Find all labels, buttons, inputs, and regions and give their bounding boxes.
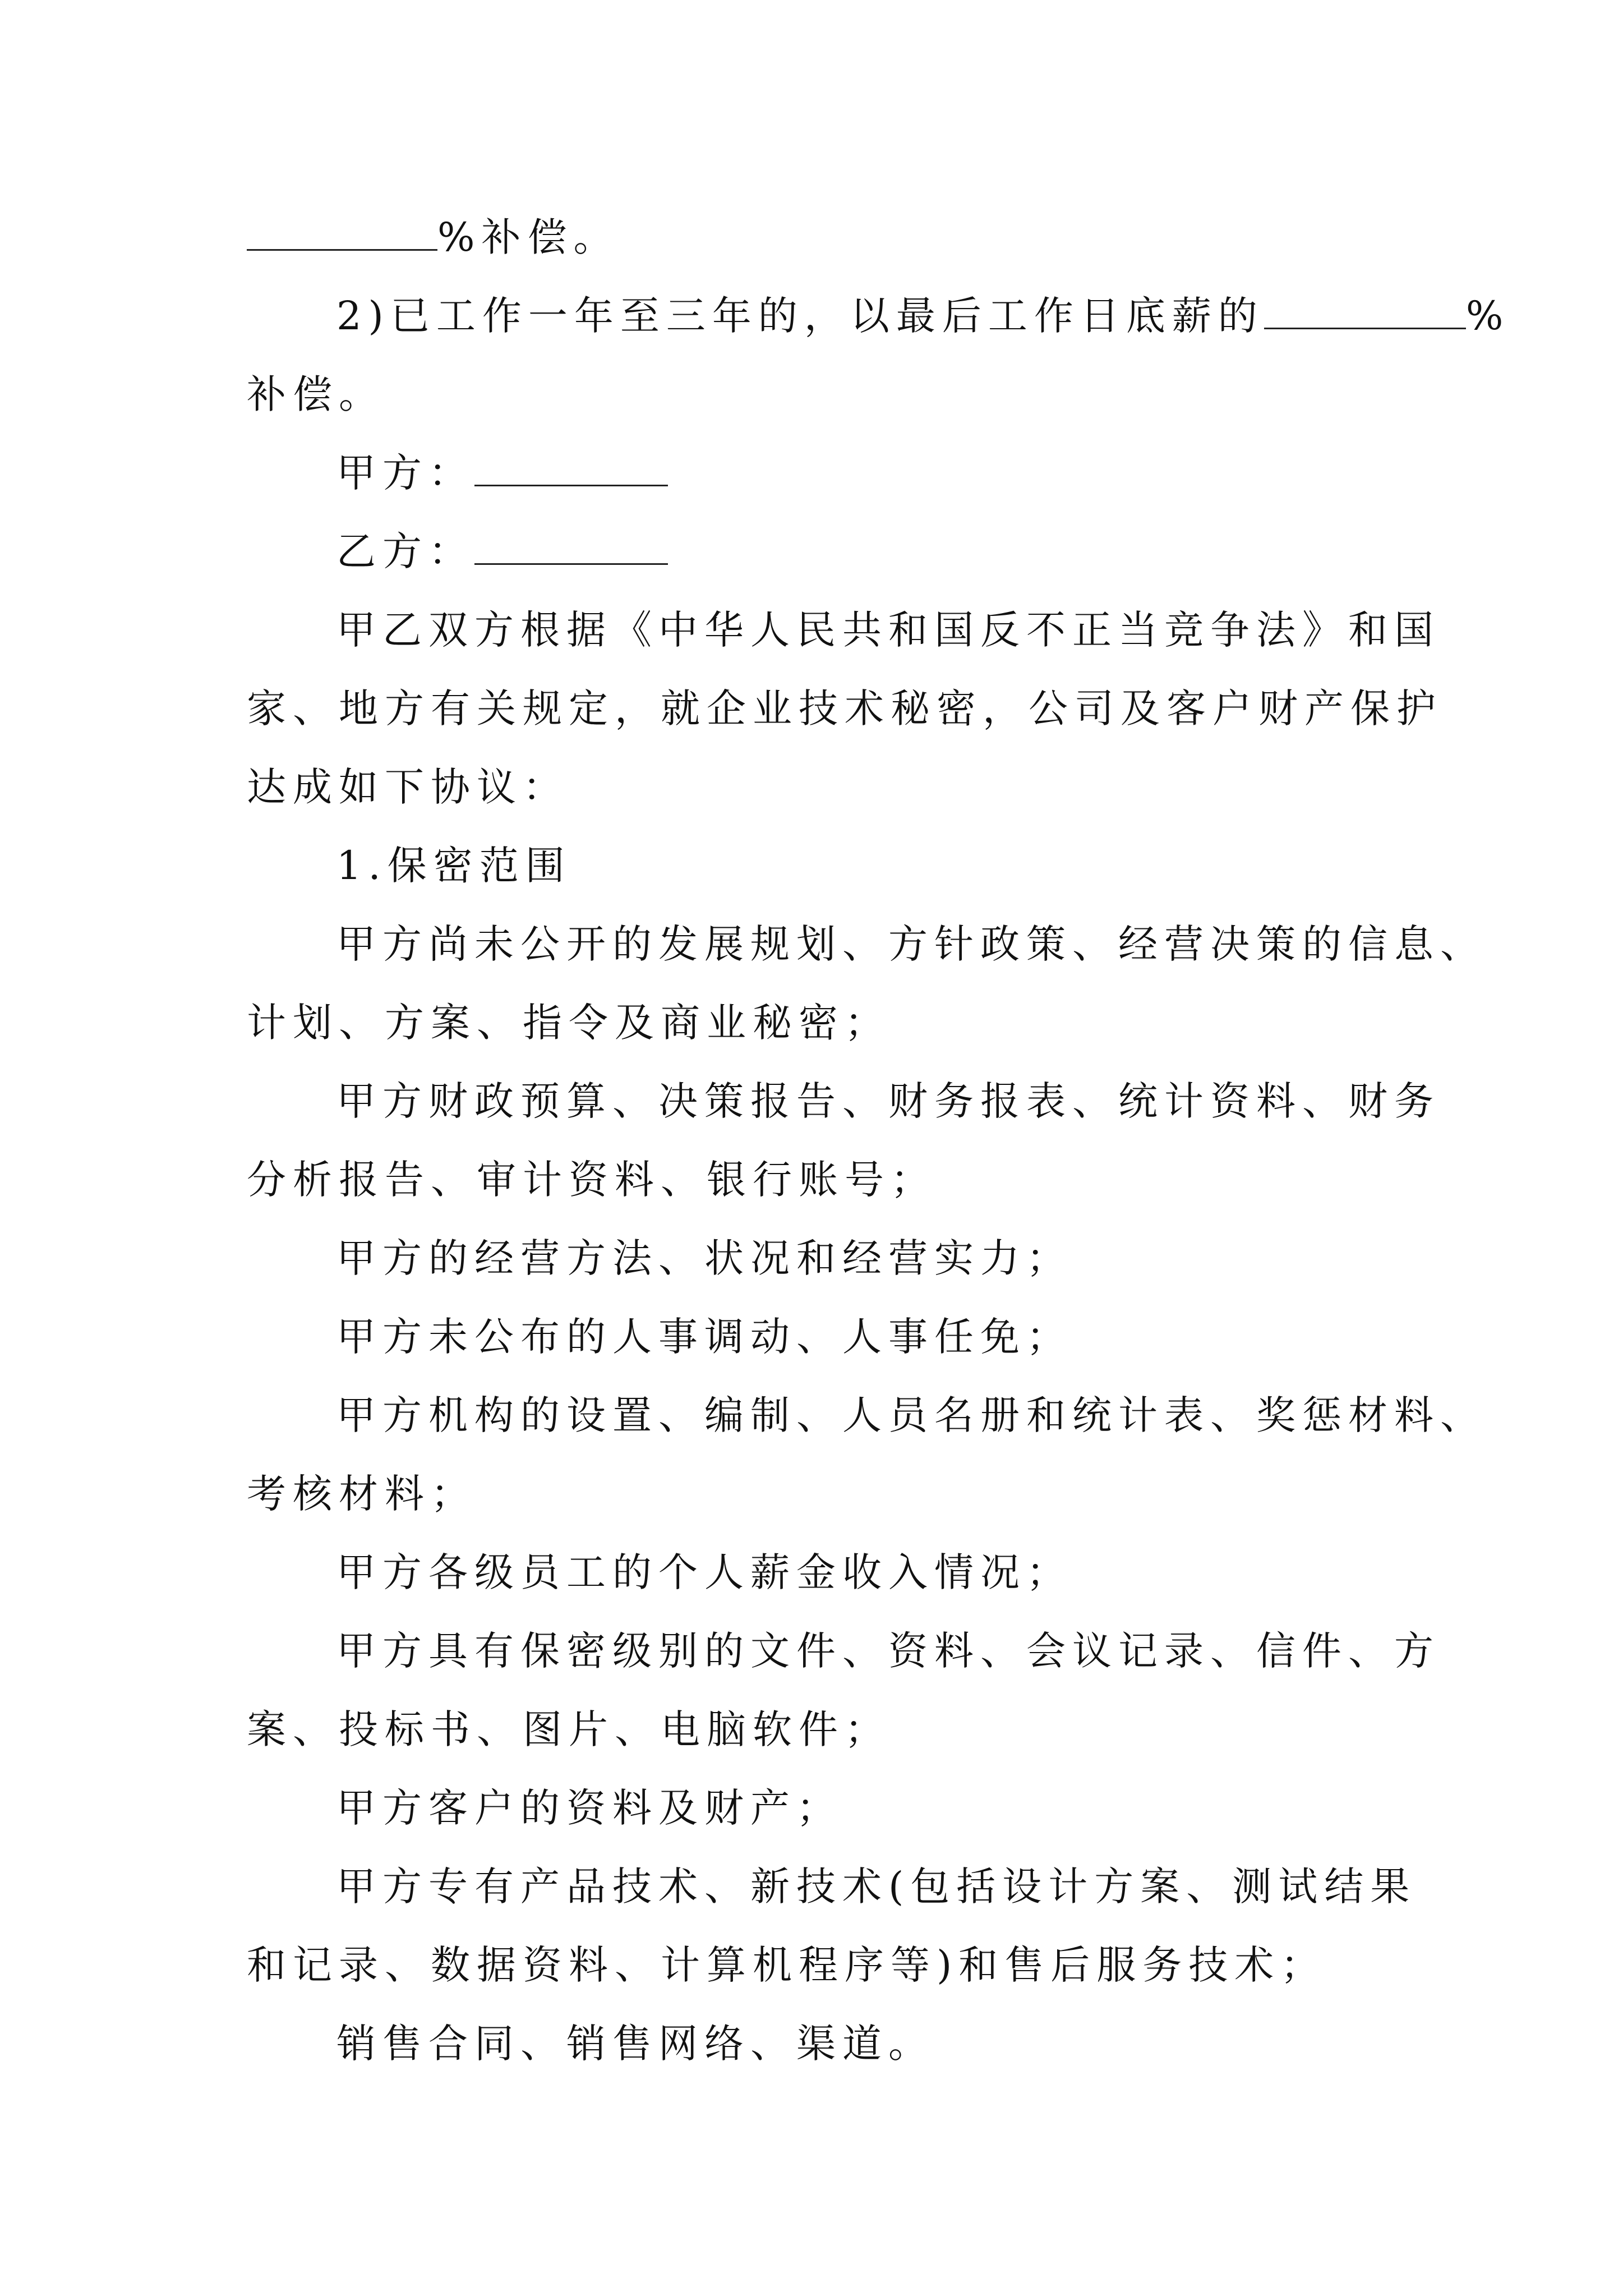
item-1-line-1: 甲方尚未公开的发展规划、方针政策、经营决策的信息、	[336, 921, 1486, 967]
item-7-line-1: 甲方具有保密级别的文件、资料、会议记录、信件、方	[336, 1628, 1440, 1674]
item-2-line-2: 分析报告、审计资料、银行账号；	[247, 1157, 937, 1203]
item-2-line-1: 甲方财政预算、决策报告、财务报表、统计资料、财务	[336, 1078, 1440, 1124]
item-9-line-2: 和记录、数据资料、计算机程序等)和售后服务技术；	[247, 1942, 1327, 1988]
party-b-line	[336, 523, 668, 579]
item-5-line-1: 甲方机构的设置、编制、人员名册和统计表、奖惩材料、	[336, 1392, 1486, 1438]
percent-sign: %	[1465, 293, 1510, 339]
party-a-signature-blank[interactable]	[474, 445, 668, 486]
blank-percentage-1[interactable]	[247, 210, 437, 251]
compensation-text-2: 2)已工作一年至三年的，以最后工作日底薪的	[336, 293, 1264, 339]
item-9-line-1: 甲方专有产品技术、新技术(包括设计方案、测试结果	[336, 1864, 1417, 1910]
item-6: 甲方各级员工的个人薪金收入情况；	[336, 1549, 1072, 1595]
item-1-line-2: 计划、方案、指令及商业秘密；	[247, 1000, 891, 1046]
blank-percentage-2[interactable]	[1264, 288, 1466, 329]
item-10: 销售合同、销售网络、渠道。	[336, 2021, 934, 2067]
item-4: 甲方未公布的人事调动、人事任免；	[336, 1314, 1072, 1360]
intro-line-3: 达成如下协议：	[247, 764, 569, 810]
line-compensation-3: 补偿。	[247, 371, 385, 417]
item-5-line-2: 考核材料；	[247, 1471, 477, 1517]
line-compensation-1	[247, 209, 620, 265]
intro-line-1: 甲乙双方根据《中华人民共和国反不正当竞争法》和国	[336, 607, 1440, 653]
item-8: 甲方客户的资料及财产；	[336, 1785, 842, 1831]
compensation-text-1: %补偿。	[437, 214, 620, 260]
line-compensation-2	[336, 288, 1510, 344]
party-b-label: 乙方：	[336, 528, 474, 574]
party-a-line	[336, 445, 668, 501]
party-b-signature-blank[interactable]	[474, 524, 668, 565]
party-a-label: 甲方：	[336, 450, 474, 496]
item-7-line-2: 案、投标书、图片、电脑软件；	[247, 1706, 891, 1752]
item-3: 甲方的经营方法、状况和经营实力；	[336, 1235, 1072, 1281]
intro-line-2: 家、地方有关规定，就企业技术秘密，公司及客户财产保护	[247, 685, 1442, 731]
section-title: 1.保密范围	[336, 843, 571, 889]
